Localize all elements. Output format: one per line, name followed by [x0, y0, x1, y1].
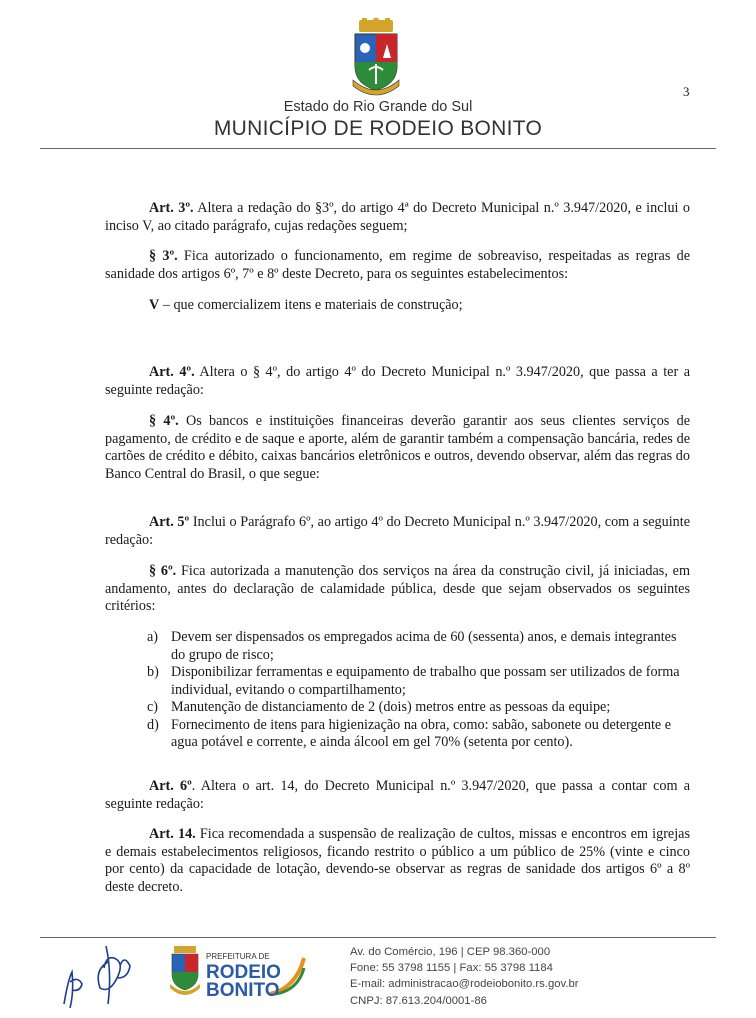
article-text: Fica recomendada a suspensão de realização de cultos, missas e encontros em igrejas e demais estabelecimentos religiosos, ficando restrito o público a um público de 25% (vinte e cinco por cento) da capacidade de lotação, devendo-se observar as regras de sanidade dos artigos 6º a 8º deste decreto. — [105, 826, 690, 895]
list-item — [147, 717, 692, 752]
paragraph-art-5 — [105, 514, 690, 549]
article-text: . Altera o art. 14, do Decreto Municipal n.º 3.947/2020, que passa a contar com a seguinte redação: — [105, 778, 690, 812]
prefeitura-logo — [170, 944, 310, 1000]
list-item-text: Devem ser dispensados os empregados acima de 60 (sessenta) anos, e demais integrantes do grupo de risco; — [171, 629, 677, 663]
article-label: Art. 5º — [149, 514, 190, 530]
section-text: Os bancos e instituições financeiras deverão garantir aos seus clientes serviços de pagamento, de crédito e de saque e aporte, além de garantir também a compensação bancária, redes de cartões de crédito e débito, caixas bancários eletrônicos e outros, devendo observar, além das regras do Banco Central do Brasil, o que segue: — [105, 413, 690, 482]
state-name: Estado do Rio Grande do Sul — [283, 99, 473, 115]
article-label: Art. 4º. — [149, 364, 195, 380]
paragraph-sec-4 — [105, 413, 690, 483]
section-label: § 6º. — [149, 563, 177, 579]
paragraph-art-6 — [105, 778, 690, 813]
list-item-label: d) — [147, 716, 159, 733]
logo-crest-icon — [170, 946, 200, 995]
paragraph-sec-6 — [105, 563, 690, 616]
list-item-text: Fornecimento de itens para higienização na obra, como: sabão, sabonete ou detergente e agua potável e corrente, e ainda álcool em gel 70% (setenta por cento). — [171, 716, 672, 750]
list-item-label: a) — [147, 629, 159, 645]
footer-cnpj: CNPJ: 87.613.204/0001-86 — [350, 994, 487, 1007]
section-label: § 4º. — [149, 413, 179, 429]
inciso-label: V — [149, 297, 160, 313]
paragraph-art-14 — [105, 826, 690, 896]
signature-icon — [58, 932, 178, 1012]
footer-phone: Fone: 55 3798 1155 | Fax: 55 3798 1184 — [350, 962, 553, 975]
municipality-title: MUNICÍPIO DE RODEIO BONITO — [213, 117, 543, 140]
section-label: § 3º. — [149, 248, 178, 264]
logo-line-3: BONITO — [206, 980, 280, 1000]
article-text: Inclui o Parágrafo 6º, ao artigo 4º do Decreto Municipal n.º 3.947/2020, com a seguinte redação: — [105, 514, 691, 548]
footer-address: Av. do Comércio, 196 | CEP 98.360-000 — [350, 946, 551, 958]
list-item-label: b) — [147, 664, 159, 680]
logo-line-2: RODEIO — [206, 962, 281, 983]
paragraph-sec-3 — [105, 248, 690, 283]
list-item — [147, 699, 692, 717]
list-item-label: c) — [147, 699, 159, 715]
section-text: Fica autorizada a manutenção dos serviços na área da construção civil, já iniciadas, em andamento, antes do declaração de calamidade pública, desde que sejam observados os seguintes critérios: — [105, 563, 691, 614]
section-text: Fica autorizado o funcionamento, em regime de sobreaviso, respeitadas as regras de sanidade dos artigos 6º, 7º e 8º deste Decreto, para os seguintes estabelecimentos: — [105, 248, 690, 282]
footer-contact — [350, 944, 579, 1009]
list-item — [147, 629, 692, 664]
list-item-text: Disponibilizar ferramentas e equipamento de trabalho que possam ser utilizados de forma individual, evitando o compartilhamento; — [171, 664, 680, 698]
article-text: Altera o § 4º, do artigo 4º do Decreto Municipal n.º 3.947/2020, que passa a ter a seguinte redação: — [105, 364, 690, 398]
coat-of-arms-icon — [345, 18, 407, 98]
footer-email[interactable]: E-mail: administracao@rodeiobonito.rs.gov.br — [350, 978, 579, 991]
article-label: Art. 3º. — [149, 200, 194, 216]
article-label: Art. 14. — [149, 826, 196, 842]
inciso-text: – que comercializem itens e materiais de construção; — [159, 297, 463, 313]
criteria-list — [147, 629, 692, 752]
article-label: Art. 6º — [149, 778, 192, 794]
article-text: Altera a redação do §3º, do artigo 4ª do Decreto Municipal n.º 3.947/2020, e inclui o inciso V, ao citado parágrafo, cujas redações seguem; — [105, 200, 690, 234]
paragraph-art-3 — [105, 200, 690, 235]
page-number: 3 — [683, 84, 690, 99]
paragraph-art-4 — [105, 364, 690, 399]
paragraph-inciso-v — [105, 297, 690, 315]
logo-line-1: PREFEITURA DE — [206, 952, 270, 961]
list-item — [147, 664, 692, 699]
header-divider — [40, 148, 716, 149]
list-item-text: Manutenção de distanciamento de 2 (dois) metros entre as pessoas da equipe; — [171, 699, 611, 715]
